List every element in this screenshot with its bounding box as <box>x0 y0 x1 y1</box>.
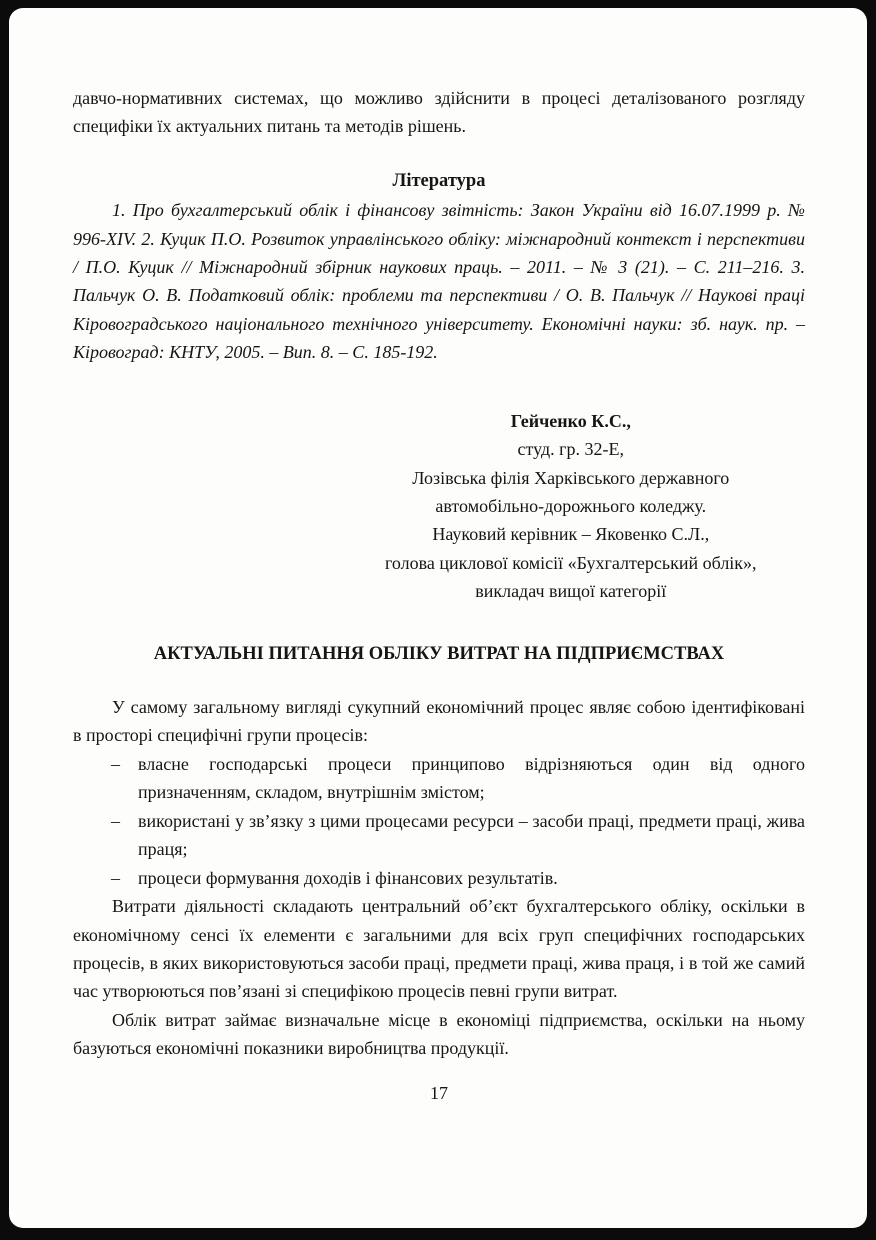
author-line: викладач вищої категорії <box>475 581 667 602</box>
author-name: Гейченко К.С., <box>510 410 631 431</box>
author-line: Лозівська філія Харківського державного <box>412 467 730 488</box>
author-line: студ. гр. 32-Е, <box>517 439 625 460</box>
list-item <box>111 807 805 864</box>
author-line: автомобільно-дорожнього коледжу. <box>435 496 707 517</box>
list-item-text: процеси формування доходів і фінансових результатів. <box>138 867 558 888</box>
list-item-text: власне господарські процеси принципово відрізняються один від одного призначенням, складом, внутрішнім змістом; <box>138 753 805 803</box>
list-item <box>111 864 805 892</box>
document-page <box>9 8 867 1228</box>
dash-list <box>73 750 805 892</box>
dash-marker: – <box>111 753 120 774</box>
page-number: 17 <box>430 1082 448 1103</box>
author-block <box>337 407 805 606</box>
literature-heading: Література <box>392 170 486 191</box>
dash-marker: – <box>111 867 120 888</box>
article-paragraph-3: Облік витрат займає визначальне місце в економіці підприємства, оскільки на ньому базуються економічні показники виробництва продукції. <box>73 1009 805 1059</box>
author-line: Науковий керівник – Яковенко С.Л., <box>432 524 710 545</box>
article-title: АКТУАЛЬНІ ПИТАННЯ ОБЛІКУ ВИТРАТ НА ПІДПРИЄМСТВАХ <box>153 643 725 664</box>
dash-marker: – <box>111 810 120 831</box>
list-item-text: використані у зв’язку з цими процесами ресурси – засоби праці, предмети праці, жива праця; <box>138 810 805 860</box>
literature-paragraph: 1. Про бухгалтерський облік і фінансову звітність: Закон України від 16.07.1999 р. № 996-XIV. 2. Куцик П.О. Розвиток управлінського обліку: міжнародний контекст і перспективи / П.О. Куцик // Міжнародний збірник наукових праць. – 2011. – № 3 (21). – С. 211–216. 3. Пальчук О. В. Податковий облік: проблеми та перспективи / О. В. Пальчук // Наукові праці Кіровоградського національного технічного університету. Економічні науки: зб. наук. пр. – Кіровоград: КНТУ, 2005. – Вип. 8. – С. 185-192. <box>73 200 805 363</box>
article-paragraph-1: У самому загальному вигляді сукупний економічний процес являє собою ідентифіковані в просторі специфічні групи процесів: <box>73 697 805 746</box>
list-item <box>111 750 805 807</box>
article-paragraph-2: Витрати діяльності складають центральний об’єкт бухгалтерського обліку, оскільки в економічному сенсі їх елементи є загальними для всіх груп специфічних господарських процесів, в яких використовуються засоби праці, предмети праці, жива праця, і в той же самий час утворюються пов’язані зі специфікою процесів певні групи витрат. <box>73 896 805 1002</box>
continuation-paragraph: давчо-нормативних системах, що можливо здійснити в процесі деталізованого розгляду специфіки їх актуальних питань та методів рішень. <box>73 88 805 137</box>
author-line: голова циклової комісії «Бухгалтерський облік», <box>384 552 757 573</box>
